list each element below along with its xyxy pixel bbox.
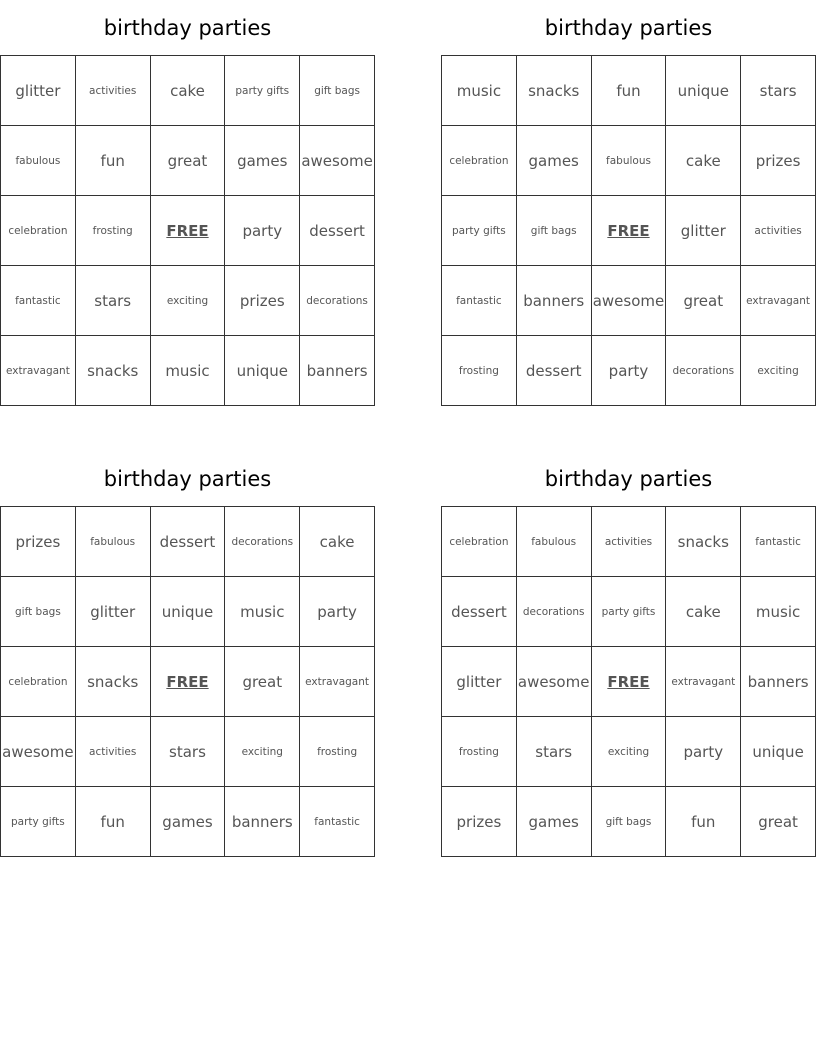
bingo-cell: glitter (442, 647, 517, 717)
bingo-cell: snacks (517, 56, 592, 126)
bingo-cell: fabulous (1, 126, 76, 196)
bingo-cell: great (151, 126, 226, 196)
bingo-cell: fantastic (741, 507, 816, 577)
bingo-cell: dessert (517, 336, 592, 406)
bingo-cell: gift bags (300, 56, 375, 126)
bingo-grid (441, 55, 816, 406)
bingo-cell: prizes (1, 507, 76, 577)
bingo-cell: fantastic (300, 787, 375, 857)
bingo-cell: cake (151, 56, 226, 126)
free-space-cell: FREE (592, 196, 667, 266)
bingo-cell: party (225, 196, 300, 266)
bingo-cell: great (741, 787, 816, 857)
bingo-cell: party gifts (1, 787, 76, 857)
bingo-cell: snacks (76, 647, 151, 717)
bingo-grid (0, 55, 375, 406)
free-space-cell: FREE (151, 196, 226, 266)
bingo-cell: activities (741, 196, 816, 266)
bingo-cell: stars (517, 717, 592, 787)
bingo-cell: fabulous (517, 507, 592, 577)
bingo-cell: unique (151, 577, 226, 647)
bingo-cell: dessert (442, 577, 517, 647)
bingo-cell: exciting (592, 717, 667, 787)
bingo-cell: fun (76, 787, 151, 857)
bingo-cell: cake (666, 126, 741, 196)
bingo-cell: fun (666, 787, 741, 857)
bingo-cell: cake (300, 507, 375, 577)
bingo-cell: decorations (666, 336, 741, 406)
bingo-cell: awesome (517, 647, 592, 717)
bingo-cell: games (517, 787, 592, 857)
bingo-cell: fantastic (1, 266, 76, 336)
bingo-cell: banners (741, 647, 816, 717)
bingo-cell: glitter (666, 196, 741, 266)
bingo-cell: cake (666, 577, 741, 647)
bingo-cell: activities (76, 717, 151, 787)
bingo-cell: games (225, 126, 300, 196)
bingo-cell: celebration (442, 126, 517, 196)
bingo-cell: celebration (442, 507, 517, 577)
bingo-cell: activities (76, 56, 151, 126)
bingo-cell: exciting (225, 717, 300, 787)
bingo-cell: unique (741, 717, 816, 787)
bingo-cell: stars (741, 56, 816, 126)
bingo-cell: party gifts (442, 196, 517, 266)
card-title: birthday parties (103, 467, 272, 491)
bingo-cell: fabulous (76, 507, 151, 577)
bingo-cell: decorations (225, 507, 300, 577)
bingo-cell: prizes (741, 126, 816, 196)
bingo-cell: extravagant (666, 647, 741, 717)
bingo-cell: frosting (300, 717, 375, 787)
bingo-cell: banners (225, 787, 300, 857)
bingo-cell: fun (592, 56, 667, 126)
bingo-cell: party gifts (225, 56, 300, 126)
bingo-cell: stars (151, 717, 226, 787)
bingo-cell: gift bags (517, 196, 592, 266)
bingo-cell: celebration (1, 647, 76, 717)
bingo-cell: snacks (666, 507, 741, 577)
bingo-cell: exciting (151, 266, 226, 336)
bingo-cell: fantastic (442, 266, 517, 336)
card-title: birthday parties (544, 16, 713, 40)
bingo-cell: activities (592, 507, 667, 577)
bingo-cell: exciting (741, 336, 816, 406)
bingo-grid (0, 506, 375, 857)
bingo-cell: awesome (1, 717, 76, 787)
bingo-cell: dessert (300, 196, 375, 266)
bingo-cell: gift bags (592, 787, 667, 857)
bingo-cell: banners (517, 266, 592, 336)
bingo-cell: dessert (151, 507, 226, 577)
bingo-cell: fun (76, 126, 151, 196)
bingo-cell: decorations (517, 577, 592, 647)
bingo-cell: gift bags (1, 577, 76, 647)
free-space-cell: FREE (592, 647, 667, 717)
bingo-cell: frosting (442, 336, 517, 406)
bingo-cell: music (151, 336, 226, 406)
bingo-cell: great (666, 266, 741, 336)
bingo-cell: unique (666, 56, 741, 126)
bingo-cell: awesome (300, 126, 375, 196)
bingo-cell: banners (300, 336, 375, 406)
bingo-cell: prizes (442, 787, 517, 857)
bingo-cell: frosting (76, 196, 151, 266)
bingo-cell: party (666, 717, 741, 787)
bingo-cell: music (741, 577, 816, 647)
bingo-cell: party gifts (592, 577, 667, 647)
bingo-cell: extravagant (1, 336, 76, 406)
bingo-cell: decorations (300, 266, 375, 336)
bingo-cell: extravagant (741, 266, 816, 336)
bingo-cell: extravagant (300, 647, 375, 717)
bingo-cell: music (225, 577, 300, 647)
bingo-cell: stars (76, 266, 151, 336)
bingo-cell: music (442, 56, 517, 126)
bingo-cell: party (300, 577, 375, 647)
bingo-cell: glitter (76, 577, 151, 647)
bingo-cell: snacks (76, 336, 151, 406)
card-title: birthday parties (544, 467, 713, 491)
bingo-cell: celebration (1, 196, 76, 266)
bingo-cell: fabulous (592, 126, 667, 196)
bingo-cell: awesome (592, 266, 667, 336)
card-title: birthday parties (103, 16, 272, 40)
bingo-cell: unique (225, 336, 300, 406)
free-space-cell: FREE (151, 647, 226, 717)
bingo-cell: great (225, 647, 300, 717)
bingo-cell: glitter (1, 56, 76, 126)
bingo-grid (441, 506, 816, 857)
bingo-cell: games (151, 787, 226, 857)
bingo-cell: party (592, 336, 667, 406)
bingo-cell: prizes (225, 266, 300, 336)
bingo-cell: games (517, 126, 592, 196)
bingo-cell: frosting (442, 717, 517, 787)
